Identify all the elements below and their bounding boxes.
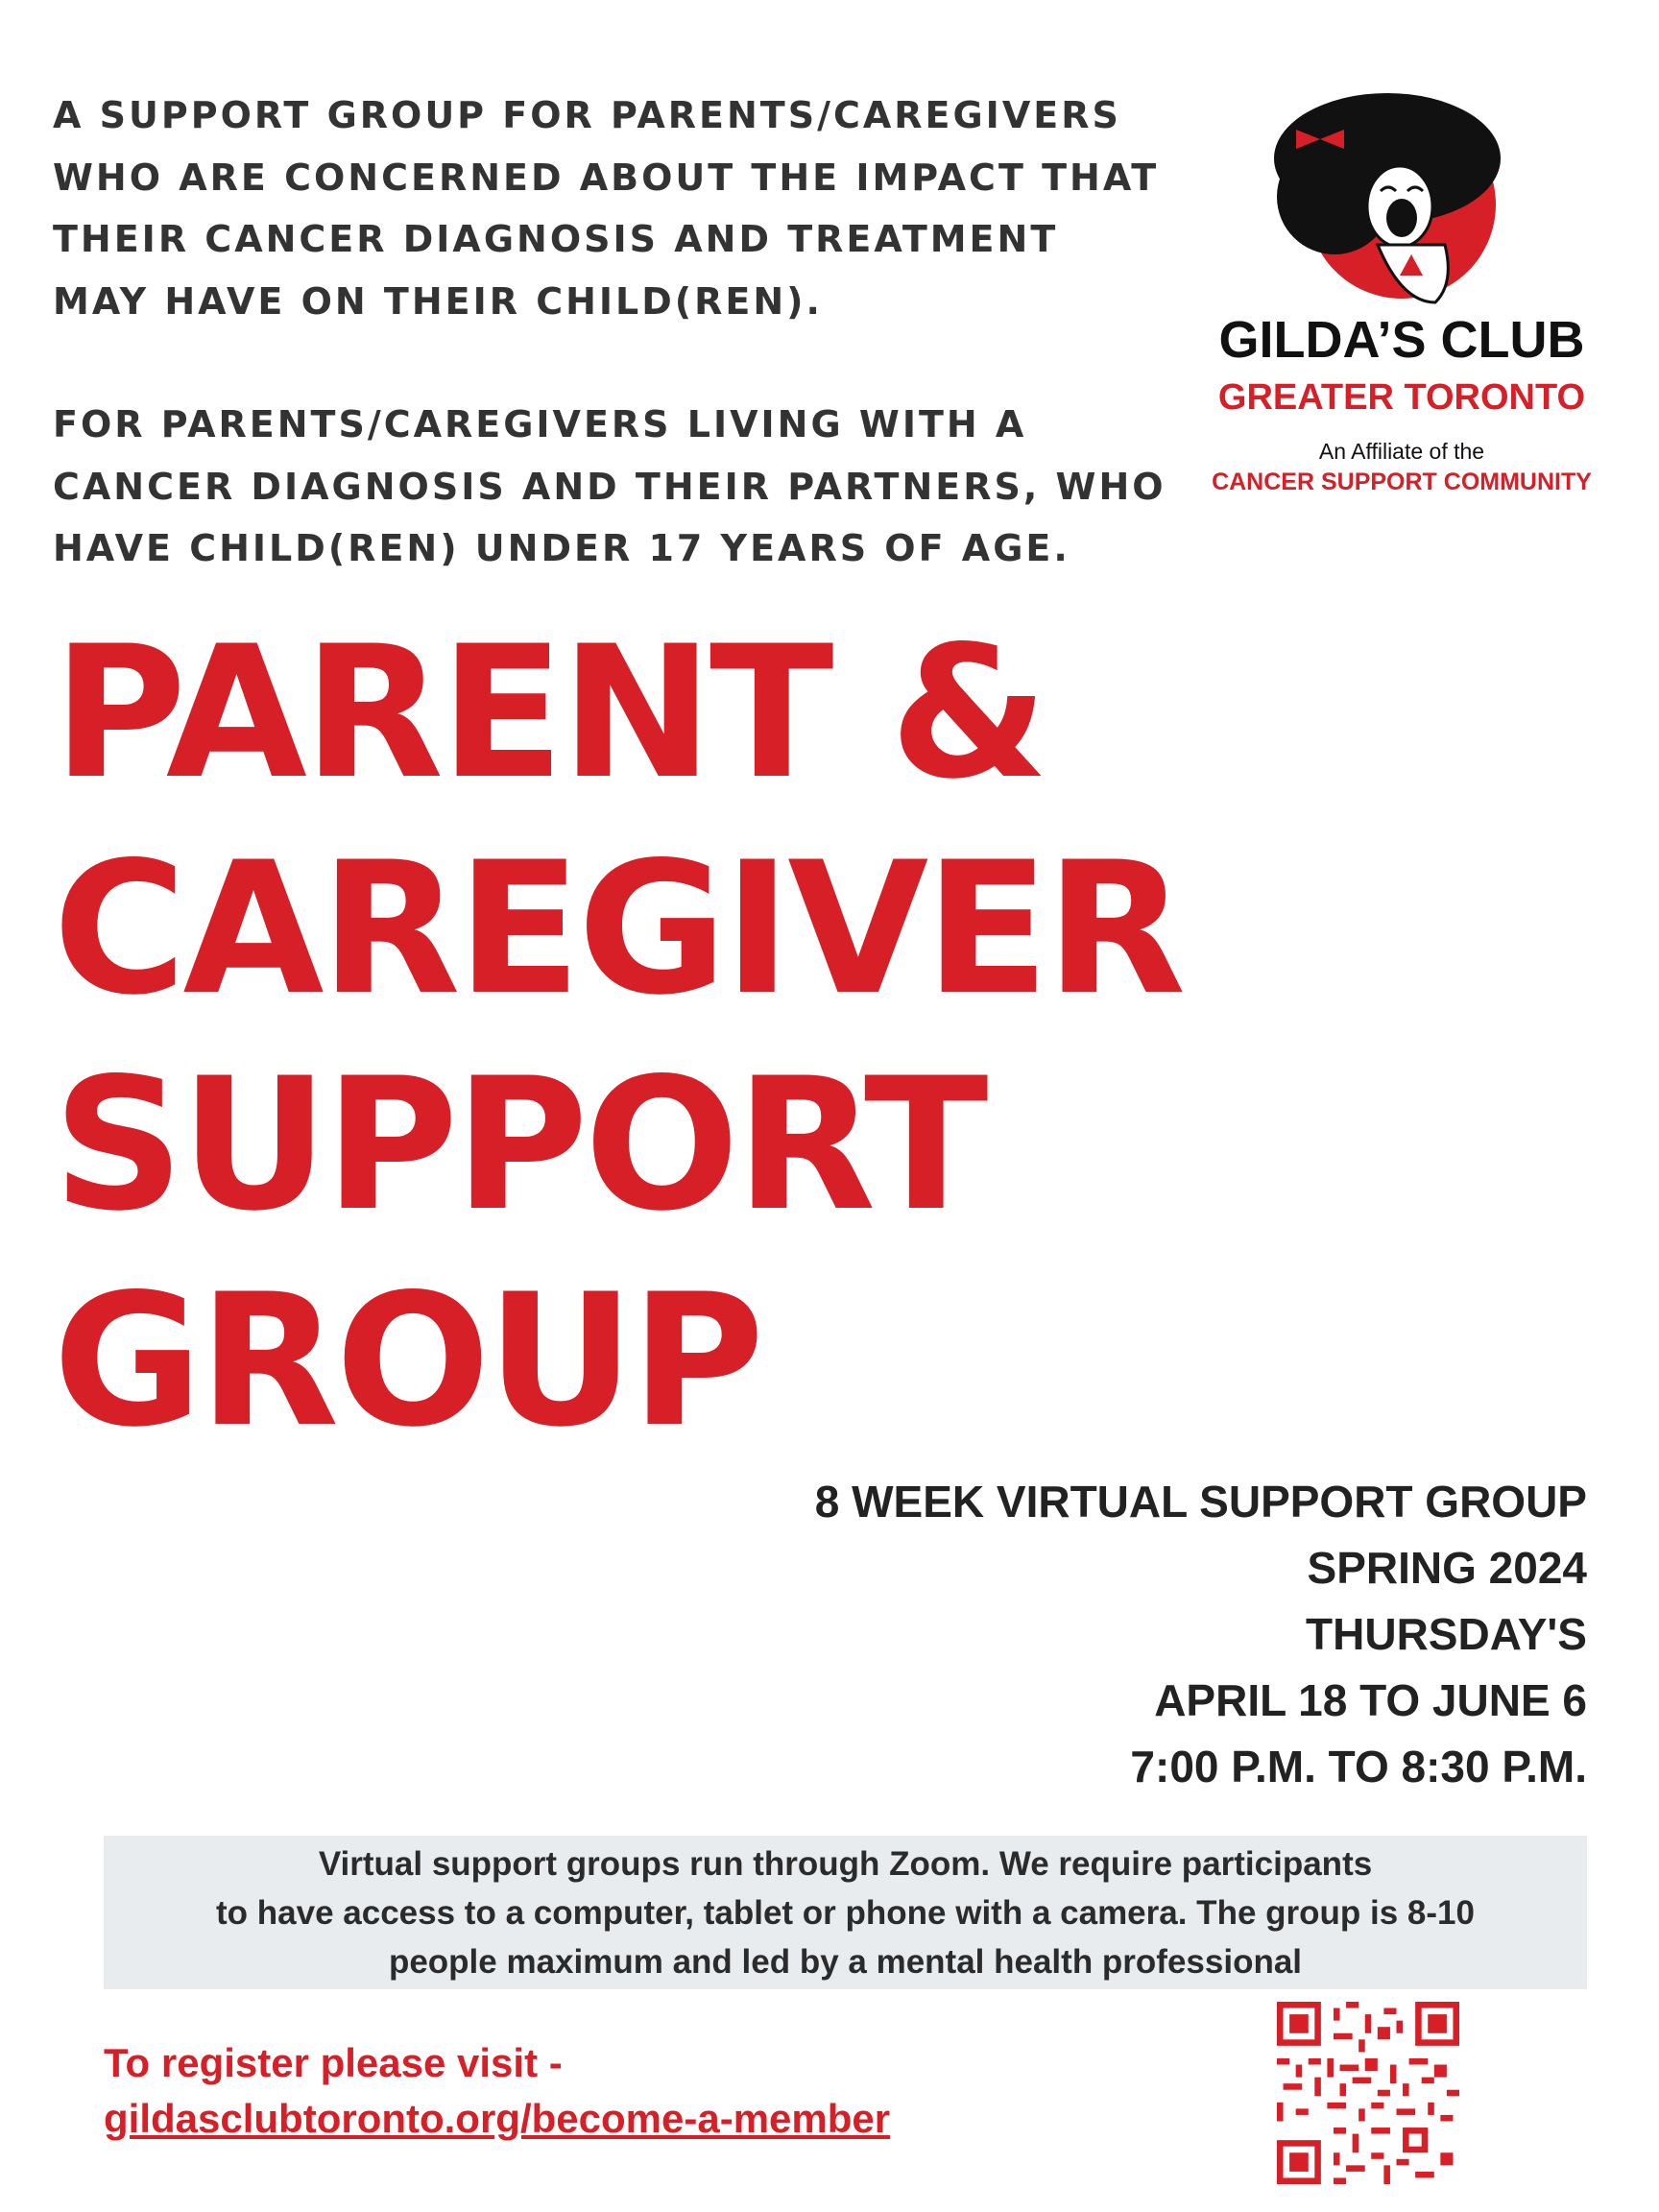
gildas-club-logo bbox=[1181, 91, 1623, 514]
event-time: 7:00 P.M. TO 8:30 P.M. bbox=[1130, 1742, 1587, 1791]
qr-code-icon[interactable] bbox=[1277, 2002, 1459, 2184]
event-day: THURSDAY'S bbox=[1306, 1609, 1587, 1659]
logo-name: GILDA’S CLUB bbox=[1218, 311, 1585, 369]
registration-block bbox=[104, 2035, 890, 2147]
notice-line-2: to have access to a computer, tablet or phone with a camera. The group is 8-10 bbox=[216, 1894, 1475, 1932]
intro-paragraph-2: FOR PARENTS/CAREGIVERS LIVING WITH A CANCER DIAGNOSIS AND THEIR PARTNERS, WHO HAVE CHILD(REN) UNDER 17 YEARS OF AGE. bbox=[53, 403, 1166, 569]
register-link[interactable]: gildasclubtoronto.org/become-a-member bbox=[104, 2096, 891, 2141]
event-details bbox=[815, 1469, 1587, 1800]
zoom-notice bbox=[104, 1836, 1587, 1989]
event-dates: APRIL 18 TO JUNE 6 bbox=[1154, 1675, 1587, 1725]
register-prompt: To register please visit - bbox=[104, 2040, 563, 2085]
event-season: SPRING 2024 bbox=[1307, 1543, 1587, 1593]
notice-line-3: people maximum and led by a mental health professional bbox=[388, 1943, 1303, 1981]
laughing-woman-logo-icon bbox=[1181, 91, 1623, 312]
logo-region: GREATER TORONTO bbox=[1217, 377, 1586, 418]
page-title: PARENT & CAREGIVER SUPPORT GROUP bbox=[53, 607, 1183, 1467]
notice-line-1: Virtual support groups run through Zoom. We require participants bbox=[318, 1845, 1373, 1883]
intro-paragraph-1: A SUPPORT GROUP FOR PARENTS/CAREGIVERS WHO ARE CONCERNED ABOUT THE IMPACT THAT THEIR CANCER DIAGNOSIS AND TREATMENT MAY HAVE ON THEIR CHILD(REN). bbox=[53, 94, 1160, 323]
logo-affiliate-line: An Affiliate of the bbox=[1318, 439, 1485, 464]
logo-affiliate-org: CANCER SUPPORT COMMUNITY bbox=[1212, 469, 1592, 495]
event-format: 8 WEEK VIRTUAL SUPPORT GROUP bbox=[814, 1477, 1587, 1527]
